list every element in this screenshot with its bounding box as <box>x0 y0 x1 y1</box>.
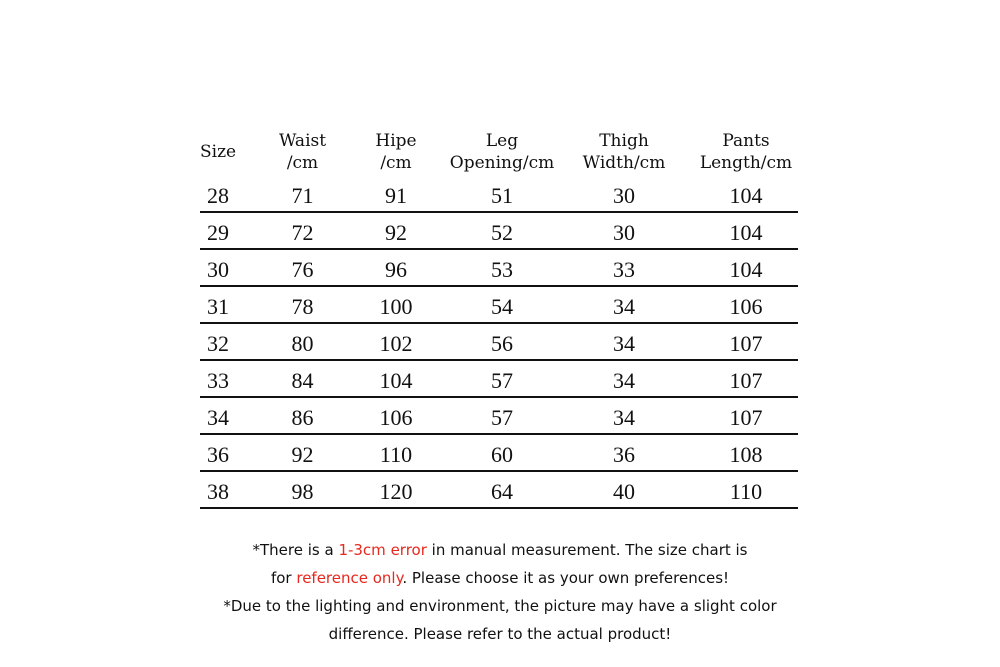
header-hip-line2: /cm <box>380 153 412 173</box>
cell-thigh-width: 36 <box>613 442 635 467</box>
cell-thigh-width: 30 <box>613 220 635 245</box>
cell-leg-opening: 57 <box>491 405 513 430</box>
note-line-4: difference. Please refer to the actual product! <box>328 625 672 643</box>
cell-leg-opening: 54 <box>491 294 513 319</box>
cell-pants-length: 104 <box>729 257 763 282</box>
cell-hip: 110 <box>379 442 413 467</box>
cell-waist: 71 <box>291 183 314 208</box>
header-pants-line2: Length/cm <box>699 153 793 173</box>
header-pants-line1: Pants <box>722 131 770 151</box>
table-row <box>200 250 798 287</box>
size-chart-header <box>200 130 798 182</box>
cell-hip: 92 <box>385 220 407 245</box>
note-highlight-error: 1-3cm error <box>338 541 427 559</box>
header-thigh-line2: Width/cm <box>582 153 666 173</box>
header-waist-line1: Waist <box>278 131 327 151</box>
header-size-label: Size <box>200 142 237 162</box>
cell-hip: 96 <box>385 257 407 282</box>
cell-hip: 102 <box>379 331 413 356</box>
cell-pants-length: 104 <box>729 183 763 208</box>
cell-size: 30 <box>207 257 229 282</box>
cell-pants-length: 110 <box>729 479 763 504</box>
cell-leg-opening: 51 <box>491 183 513 208</box>
cell-size: 32 <box>207 331 229 356</box>
table-row <box>200 435 798 472</box>
cell-size: 38 <box>207 479 229 504</box>
header-thigh-line1: Thigh <box>599 131 649 151</box>
cell-thigh-width: 33 <box>613 257 635 282</box>
cell-hip: 91 <box>385 183 407 208</box>
cell-pants-length: 106 <box>729 294 763 319</box>
table-row <box>200 324 798 361</box>
cell-waist: 76 <box>291 257 314 282</box>
cell-waist: 98 <box>291 479 314 504</box>
cell-hip: 106 <box>379 405 413 430</box>
cell-waist: 72 <box>291 220 314 245</box>
note-text: in manual measurement. The size chart is <box>426 541 748 559</box>
cell-size: 34 <box>207 405 229 430</box>
table-row <box>200 287 798 324</box>
cell-pants-length: 108 <box>729 442 763 467</box>
cell-thigh-width: 34 <box>613 368 635 393</box>
header-waist <box>265 130 340 174</box>
note-line-1 <box>0 536 1000 564</box>
header-hip-line1: Hipe <box>375 131 417 151</box>
cell-waist: 84 <box>291 368 314 393</box>
note-text: *There is a <box>252 541 339 559</box>
cell-pants-length: 104 <box>729 220 763 245</box>
note-highlight-reference: reference only <box>296 569 403 587</box>
table-row <box>200 213 798 250</box>
cell-hip: 104 <box>379 368 413 393</box>
cell-leg-opening: 60 <box>491 442 513 467</box>
size-chart <box>200 130 798 509</box>
size-chart-body <box>200 182 798 509</box>
table-row <box>200 182 798 213</box>
cell-size: 29 <box>207 220 229 245</box>
cell-hip: 100 <box>379 294 413 319</box>
cell-waist: 86 <box>291 405 314 430</box>
note-text: for <box>270 569 297 587</box>
header-size <box>200 141 236 163</box>
cell-size: 31 <box>207 294 229 319</box>
cell-hip: 120 <box>379 479 413 504</box>
cell-thigh-width: 34 <box>613 405 635 430</box>
header-leg-opening <box>448 130 556 174</box>
header-leg-line1: Leg <box>485 131 519 151</box>
table-row <box>200 361 798 398</box>
cell-thigh-width: 34 <box>613 294 635 319</box>
table-row <box>200 472 798 509</box>
header-hip <box>360 130 432 174</box>
note-line-3: *Due to the lighting and environment, the picture may have a slight color <box>223 597 777 615</box>
cell-leg-opening: 52 <box>491 220 513 245</box>
cell-pants-length: 107 <box>729 405 763 430</box>
cell-size: 28 <box>207 183 229 208</box>
cell-leg-opening: 64 <box>491 479 513 504</box>
header-thigh-width <box>578 130 670 174</box>
note-line-2 <box>0 564 1000 592</box>
measurement-notes <box>0 536 1000 648</box>
cell-size: 36 <box>207 442 229 467</box>
cell-leg-opening: 57 <box>491 368 513 393</box>
header-leg-line2: Opening/cm <box>449 153 555 173</box>
cell-pants-length: 107 <box>729 331 763 356</box>
cell-leg-opening: 56 <box>491 331 513 356</box>
cell-thigh-width: 40 <box>613 479 635 504</box>
cell-thigh-width: 30 <box>613 183 635 208</box>
cell-waist: 80 <box>291 331 314 356</box>
cell-waist: 78 <box>291 294 314 319</box>
cell-size: 33 <box>207 368 229 393</box>
header-waist-line2: /cm <box>286 153 319 173</box>
cell-leg-opening: 53 <box>491 257 513 282</box>
cell-pants-length: 107 <box>729 368 763 393</box>
table-row <box>200 398 798 435</box>
cell-waist: 92 <box>291 442 314 467</box>
note-text: . Please choose it as your own preferences! <box>402 569 730 587</box>
header-pants-length <box>692 130 800 174</box>
cell-thigh-width: 34 <box>613 331 635 356</box>
